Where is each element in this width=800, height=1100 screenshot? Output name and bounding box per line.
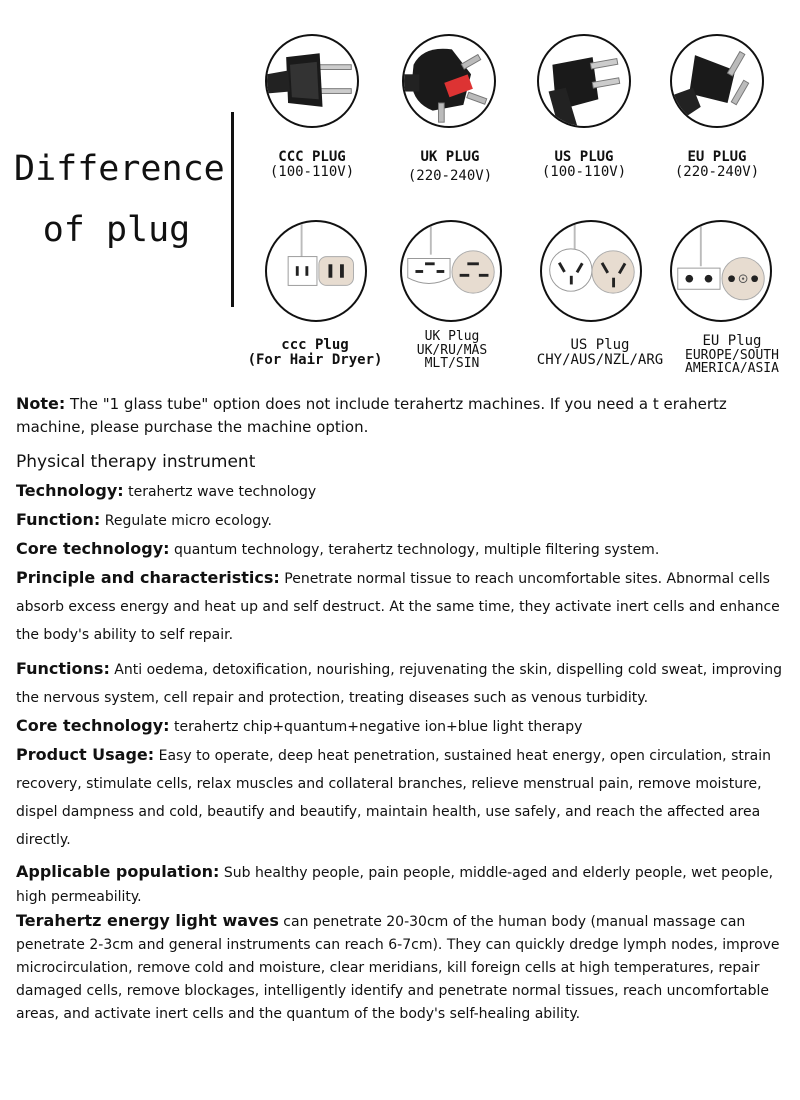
eu-socket-line1: EU Plug bbox=[702, 333, 762, 349]
note-paragraph bbox=[16, 392, 788, 439]
eu-socket-label bbox=[672, 334, 792, 376]
ccc-plug-icon bbox=[265, 34, 359, 128]
uk-plug-label bbox=[391, 150, 509, 185]
eu-plug-name: EU PLUG bbox=[687, 149, 747, 165]
title-line-1: Difference bbox=[14, 149, 225, 189]
us-plug-label bbox=[525, 150, 643, 181]
divider-line bbox=[231, 112, 234, 307]
us-plug-icon bbox=[537, 34, 631, 128]
terahertz-text: can penetrate 20-30cm of the human body (manual massage can penetrate 2-3cm and general instruments can reach 6-7cm). They can quickly dredge lymph nodes, improve microcirculation, remove cold and moisture, clear meridians, kill foreign cells at high temperatures, repair damaged cells, remove blockages, intelligently identify and penetrate normal tissues, reach uncomfortable areas, and activate inert cells and the quantum of the body's self-healing ability. bbox=[16, 914, 780, 1022]
population-paragraph bbox=[16, 860, 788, 909]
core-technology-text-2: terahertz chip+quantum+negative ion+blue light therapy bbox=[169, 719, 583, 735]
uk-plug-voltage: (220-240V) bbox=[407, 168, 493, 185]
terahertz-paragraph bbox=[16, 909, 788, 1026]
ccc-socket-label bbox=[240, 338, 390, 367]
title-line-2: of plug bbox=[42, 210, 191, 250]
core-technology-label-2: Core technology: bbox=[16, 716, 170, 735]
uk-socket-line2: UK/RU/MAS bbox=[416, 342, 488, 358]
ccc-plug-voltage: (100-110V) bbox=[269, 164, 355, 181]
functions-label: Functions: bbox=[16, 659, 110, 678]
usage-paragraph bbox=[16, 741, 788, 854]
eu-plug-label bbox=[658, 150, 776, 181]
us-socket-icon bbox=[540, 220, 642, 322]
uk-socket-line1: UK Plug bbox=[424, 329, 480, 344]
technology-label: Technology: bbox=[16, 481, 124, 500]
ccc-socket-line2: (For Hair Dryer) bbox=[247, 351, 383, 368]
core-technology-line-1 bbox=[16, 535, 788, 564]
uk-plug-icon bbox=[402, 34, 496, 128]
eu-socket-line3: AMERICA/ASIA bbox=[685, 361, 779, 377]
ccc-socket-icon bbox=[265, 220, 367, 322]
us-socket-label bbox=[530, 338, 670, 367]
function-text: Regulate micro ecology. bbox=[100, 513, 272, 529]
uk-plug-name: UK PLUG bbox=[420, 149, 480, 165]
usage-text: Easy to operate, deep heat penetration, sustained heat energy, open circulation, strain recovery, stimulate cells, relax muscles and collateral branches, relieve menstrual pain, remove moisture, dispel dampness and cold, beautify and beautify, maintain health, use safely, and reach the affected area directly. bbox=[16, 748, 771, 848]
us-plug-name: US PLUG bbox=[554, 149, 614, 165]
population-text: Sub healthy people, pain people, middle-aged and elderly people, wet people, high permeability. bbox=[16, 865, 774, 905]
ccc-plug-name: CCC PLUG bbox=[278, 149, 346, 165]
functions-text: Anti oedema, detoxification, nourishing, rejuvenating the skin, dispelling cold sweat, improving the nervous system, cell repair and protection, treating diseases such as venous turbidity. bbox=[16, 662, 783, 706]
technology-line bbox=[16, 477, 788, 506]
core-technology-text-1: quantum technology, terahertz technology, multiple filtering system. bbox=[169, 542, 660, 558]
function-label: Function: bbox=[16, 510, 101, 529]
population-label: Applicable population: bbox=[16, 862, 220, 881]
principle-paragraph bbox=[16, 564, 788, 649]
eu-socket-line2: EUROPE/SOUTH bbox=[685, 347, 779, 363]
core-technology-line-2 bbox=[16, 712, 788, 741]
terahertz-label: Terahertz energy light waves bbox=[16, 911, 279, 930]
core-technology-label-1: Core technology: bbox=[16, 539, 170, 558]
plug-comparison-header bbox=[0, 0, 800, 385]
principle-label: Principle and characteristics: bbox=[16, 568, 280, 587]
principle-text: Penetrate normal tissue to reach uncomfortable sites. Abnormal cells absorb excess energy and heat up and self destruct. At the same time, they activate inert cells and enhance the body's ability to self repair. bbox=[16, 571, 780, 643]
uk-socket-label bbox=[392, 330, 512, 371]
note-text: The "1 glass tube" option does not include terahertz machines. If you need a t erahertz machine, please purchase the machine option. bbox=[16, 395, 727, 436]
us-socket-line1: US Plug bbox=[570, 337, 630, 353]
ccc-plug-label bbox=[253, 150, 371, 181]
product-description bbox=[16, 392, 788, 1026]
eu-socket-icon bbox=[670, 220, 772, 322]
ccc-socket-line1: ccc Plug bbox=[281, 337, 349, 353]
note-label: Note: bbox=[16, 394, 66, 413]
eu-plug-voltage: (220-240V) bbox=[674, 164, 760, 181]
eu-plug-icon bbox=[670, 34, 764, 128]
us-socket-line2: CHY/AUS/NZL/ARG bbox=[536, 351, 664, 368]
section-heading: Physical therapy instrument bbox=[16, 452, 256, 472]
us-plug-voltage: (100-110V) bbox=[541, 164, 627, 181]
technology-text: terahertz wave technology bbox=[123, 484, 317, 500]
uk-socket-icon bbox=[400, 220, 502, 322]
functions-paragraph bbox=[16, 655, 788, 712]
usage-label: Product Usage: bbox=[16, 745, 155, 764]
function-line bbox=[16, 506, 788, 535]
uk-socket-line3: MLT/SIN bbox=[424, 356, 480, 372]
